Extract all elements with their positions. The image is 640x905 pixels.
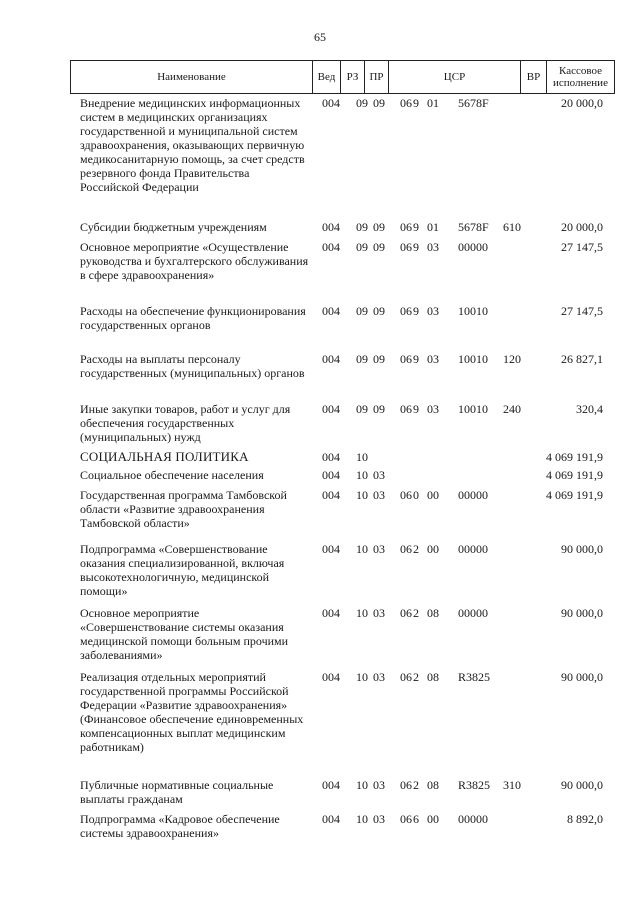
row-name: Публичные нормативные социальные выплаты гражданам	[80, 778, 274, 806]
row-ved: 004	[322, 304, 340, 318]
row-csr-subprogram: 2	[413, 606, 419, 620]
row-rz: 10	[356, 542, 368, 556]
row-csr-subprogram: 6	[413, 812, 419, 826]
row-csr-subprogram: 2	[413, 670, 419, 684]
row-csr-event: 03	[427, 240, 439, 254]
row-csr-direction: 10010	[458, 402, 488, 416]
row-cash-execution: 20 000,0	[561, 220, 603, 234]
row-cash-execution: 26 827,1	[561, 352, 603, 366]
header-vr: ВР	[521, 61, 547, 93]
row-csr-event: 03	[427, 352, 439, 366]
row-ved: 004	[322, 450, 340, 464]
row-pr: 09	[373, 240, 385, 254]
header-pr: ПР	[365, 61, 389, 93]
row-csr-program: 06	[400, 96, 412, 110]
row-rz: 10	[356, 670, 368, 684]
row-rz: 09	[356, 402, 368, 416]
row-rz: 10	[356, 778, 368, 792]
row-pr: 03	[373, 606, 385, 620]
row-rz: 09	[356, 304, 368, 318]
row-csr-program: 06	[400, 352, 412, 366]
row-pr: 03	[373, 778, 385, 792]
row-ved: 004	[322, 468, 340, 482]
row-pr: 03	[373, 468, 385, 482]
row-pr: 09	[373, 352, 385, 366]
row-csr-subprogram: 9	[413, 304, 419, 318]
row-rz: 09	[356, 240, 368, 254]
row-pr: 03	[373, 542, 385, 556]
row-csr-subprogram: 0	[413, 488, 419, 502]
header-csr: ЦСР	[389, 61, 521, 93]
row-csr-direction: 00000	[458, 542, 488, 556]
row-csr-direction: 10010	[458, 352, 488, 366]
row-ved: 004	[322, 352, 340, 366]
row-cash-execution: 27 147,5	[561, 240, 603, 254]
row-csr-event: 08	[427, 606, 439, 620]
row-cash-execution: 90 000,0	[561, 778, 603, 792]
row-csr-subprogram: 2	[413, 778, 419, 792]
row-cash-execution: 90 000,0	[561, 542, 603, 556]
row-ved: 004	[322, 220, 340, 234]
row-csr-direction: 5678F	[458, 220, 489, 234]
row-csr-direction: 00000	[458, 606, 488, 620]
row-rz: 10	[356, 488, 368, 502]
row-csr-direction: 5678F	[458, 96, 489, 110]
row-name: Расходы на обеспечение функционирования государственных органов	[80, 304, 306, 332]
row-name: Реализация отдельных мероприятий государственной программы Российской Федерации «Развитие здравоохранения» (Финансовое обеспечение единовременных компенсационных выплат медицинским работникам)	[80, 670, 304, 754]
header-rz: РЗ	[341, 61, 365, 93]
header-cash-execution: Кассовое исполнение	[553, 65, 608, 89]
row-ved: 004	[322, 542, 340, 556]
row-csr-subprogram: 2	[413, 542, 419, 556]
row-name: Иные закупки товаров, работ и услуг для обеспечения государственных (муниципальных) нужд	[80, 402, 291, 444]
row-ved: 004	[322, 670, 340, 684]
row-name: Социальное обеспечение населения	[80, 468, 264, 482]
row-ved: 004	[322, 96, 340, 110]
row-csr-event: 08	[427, 670, 439, 684]
row-rz: 10	[356, 812, 368, 826]
row-csr-direction: 10010	[458, 304, 488, 318]
row-csr-event: 00	[427, 812, 439, 826]
row-csr-program: 06	[400, 778, 412, 792]
row-csr-event: 00	[427, 542, 439, 556]
row-name: Подпрограмма «Кадровое обеспечение системы здравоохранения»	[80, 812, 280, 840]
row-pr: 09	[373, 96, 385, 110]
row-csr-event: 03	[427, 402, 439, 416]
row-rz: 09	[356, 96, 368, 110]
row-csr-subprogram: 9	[413, 96, 419, 110]
row-csr-event: 01	[427, 96, 439, 110]
row-ved: 004	[322, 606, 340, 620]
row-cash-execution: 4 069 191,9	[546, 450, 603, 464]
row-ved: 004	[322, 778, 340, 792]
row-csr-event: 08	[427, 778, 439, 792]
row-vr: 610	[503, 220, 521, 234]
row-csr-direction: R3825	[458, 778, 491, 792]
row-cash-execution: 4 069 191,9	[546, 488, 603, 502]
row-pr: 09	[373, 220, 385, 234]
row-csr-program: 06	[400, 402, 412, 416]
row-cash-execution: 4 069 191,9	[546, 468, 603, 482]
row-csr-program: 06	[400, 606, 412, 620]
row-csr-direction: 00000	[458, 240, 488, 254]
row-csr-subprogram: 9	[413, 352, 419, 366]
row-pr: 03	[373, 488, 385, 502]
row-name: Основное мероприятие «Осуществление руководства и бухгалтерского обслуживания в сфере здравоохранения»	[80, 240, 309, 282]
row-name: Внедрение медицинских информационных систем в медицинских организациях государственной и муниципальной систем здравоохранения, оказывающих первичную медикосанитарную помощь, за счет средств резервного фонда Правительства Российской Федерации	[80, 96, 305, 194]
row-name: Субсидии бюджетным учреждениям	[80, 220, 267, 234]
row-ved: 004	[322, 402, 340, 416]
row-csr-subprogram: 9	[413, 240, 419, 254]
table-header	[70, 60, 615, 94]
row-csr-program: 06	[400, 542, 412, 556]
row-cash-execution: 90 000,0	[561, 670, 603, 684]
row-rz: 09	[356, 220, 368, 234]
header-ved: Вед	[313, 61, 341, 93]
row-csr-program: 06	[400, 488, 412, 502]
row-rz: 09	[356, 352, 368, 366]
row-name: Государственная программа Тамбовской области «Развитие здравоохранения Тамбовской области»	[80, 488, 287, 530]
row-name: Основное мероприятие «Совершенствование системы оказания медицинской помощи больным прочими заболеваниями»	[80, 606, 289, 662]
row-name: Подпрограмма «Совершенствование оказания специализированной, включая высокотехнологичную, медицинской помощи»	[80, 542, 285, 598]
row-pr: 03	[373, 812, 385, 826]
row-csr-program: 06	[400, 220, 412, 234]
row-cash-execution: 90 000,0	[561, 606, 603, 620]
row-rz: 10	[356, 606, 368, 620]
row-csr-event: 03	[427, 304, 439, 318]
row-pr: 09	[373, 402, 385, 416]
row-vr: 310	[503, 778, 521, 792]
row-csr-subprogram: 9	[413, 402, 419, 416]
row-pr: 03	[373, 670, 385, 684]
row-vr: 240	[503, 402, 521, 416]
row-csr-program: 06	[400, 240, 412, 254]
row-csr-direction: 00000	[458, 488, 488, 502]
header-name: Наименование	[71, 61, 313, 93]
row-csr-subprogram: 9	[413, 220, 419, 234]
row-csr-event: 00	[427, 488, 439, 502]
row-vr: 120	[503, 352, 521, 366]
row-ved: 004	[322, 240, 340, 254]
row-ved: 004	[322, 812, 340, 826]
row-name: СОЦИАЛЬНАЯ ПОЛИТИКА	[80, 449, 249, 464]
page-number: 65	[314, 30, 326, 44]
row-csr-program: 06	[400, 812, 412, 826]
row-cash-execution: 8 892,0	[567, 812, 603, 826]
row-csr-direction: 00000	[458, 812, 488, 826]
row-csr-program: 06	[400, 670, 412, 684]
row-name: Расходы на выплаты персоналу государственных (муниципальных) органов	[80, 352, 305, 380]
row-ved: 004	[322, 488, 340, 502]
row-csr-event: 01	[427, 220, 439, 234]
row-cash-execution: 20 000,0	[561, 96, 603, 110]
row-pr: 09	[373, 304, 385, 318]
row-rz: 10	[356, 450, 368, 464]
row-csr-direction: R3825	[458, 670, 491, 684]
row-cash-execution: 27 147,5	[561, 304, 603, 318]
row-csr-program: 06	[400, 304, 412, 318]
row-cash-execution: 320,4	[576, 402, 603, 416]
row-rz: 10	[356, 468, 368, 482]
